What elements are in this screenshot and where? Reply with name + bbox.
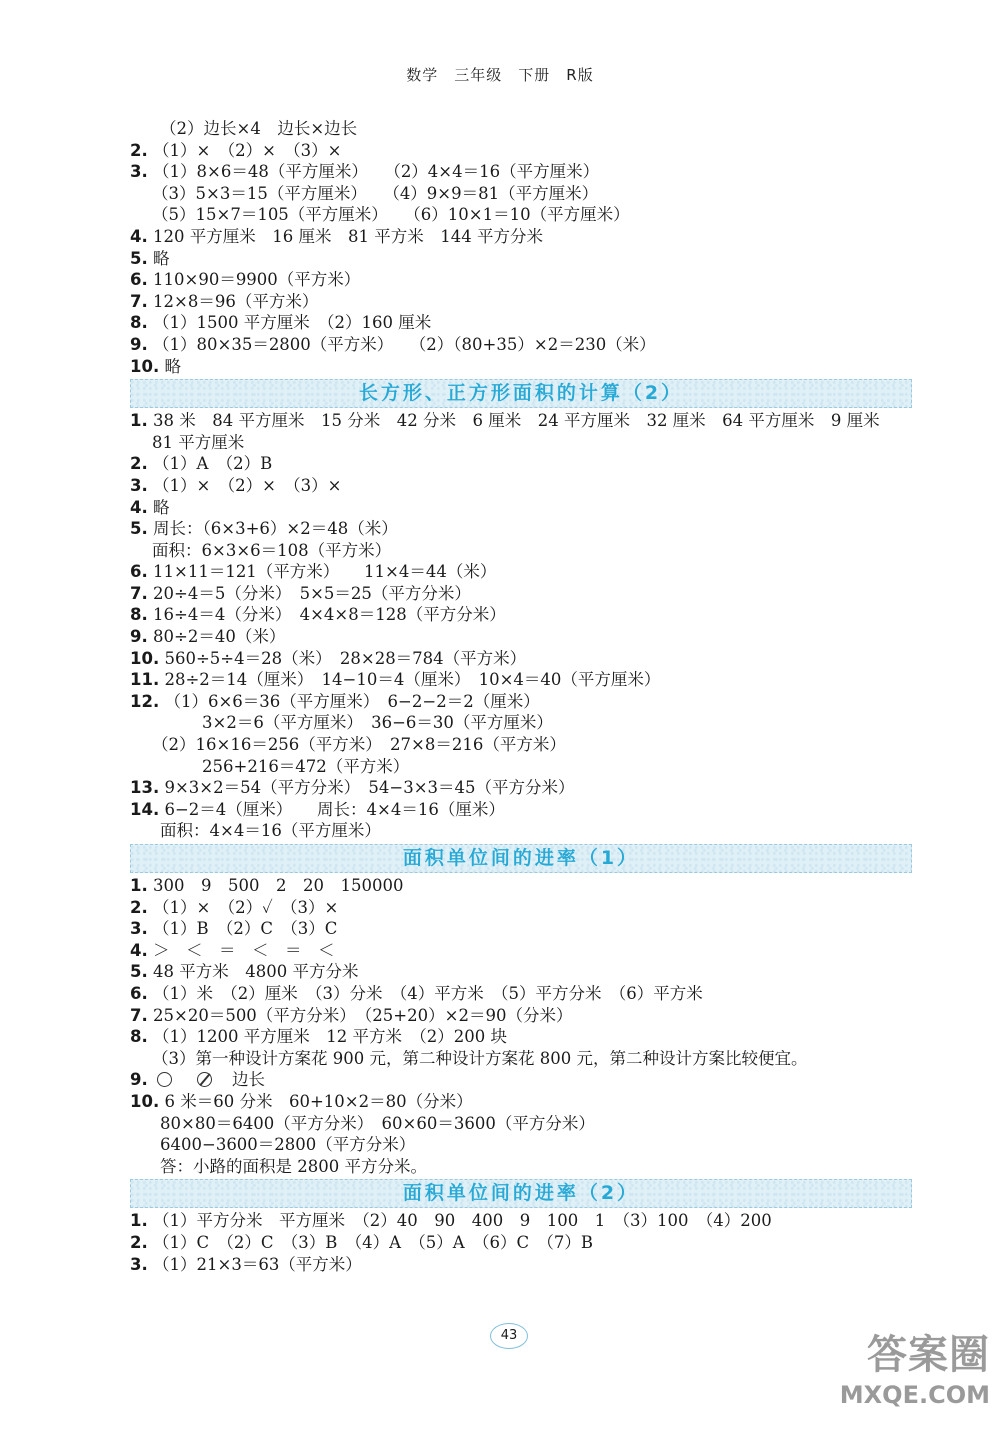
answer-line: 14. 6−2＝4（厘米） 周长：4×4＝16（厘米）	[130, 799, 505, 819]
section-banner: 面积单位间的进率（1）	[130, 844, 912, 873]
answer-line: （3）5×3＝15（平方厘米） （4）9×9＝81（平方厘米）	[152, 183, 599, 203]
answer-line: （2）16×16＝256（平方米） 27×8＝216（平方米）	[152, 735, 566, 755]
answer-content	[130, 118, 920, 1275]
answer-line: 81 平方厘米	[152, 432, 245, 452]
answer-line: 12. （1）6×6＝36（平方厘米） 6−2−2＝2（厘米）	[130, 691, 540, 711]
answer-line: 10. 6 米＝60 分米 60+10×2＝80（分米）	[130, 1091, 473, 1111]
answer-line: 5. 48 平方米 4800 平方分米	[130, 962, 359, 982]
answer-line: 10. 560÷5÷4＝28（米） 28×28＝784（平方米）	[130, 648, 527, 668]
answer-line: 2. （1）C （2）C （3）B （4）A （5）A （6）C （7）B	[130, 1232, 593, 1252]
answer-line: 4. 120 平方厘米 16 厘米 81 平方米 144 平方分米	[130, 226, 543, 246]
answer-line: 2. （1）A （2）B	[130, 454, 273, 474]
answer-line: 9. 边长	[130, 1070, 265, 1090]
answer-line: 2. （1）× （2）× （3）×	[130, 140, 342, 160]
answer-line: 7. 20÷4＝5（分米） 5×5＝25（平方分米）	[130, 583, 471, 603]
watermark-logo-text: 答案圈	[867, 1332, 990, 1378]
empty-circle-icon	[157, 1072, 172, 1087]
answer-line: 9. （1）80×35＝2800（平方米） （2）（80+35）×2＝230（米）	[130, 334, 656, 354]
answer-line: 3. （1）8×6＝48（平方厘米） （2）4×4＝16（平方厘米）	[130, 162, 600, 182]
answer-line: 2. （1）× （2）✓ （3）×	[130, 897, 339, 917]
answer-line: 6. 110×90＝9900（平方米）	[130, 270, 361, 290]
answer-line: 4. ＞ ＜ ＝ ＜ ＝ ＜	[130, 940, 335, 960]
answer-line: 8. （1）1500 平方厘米 （2）160 厘米	[130, 313, 432, 333]
answer-line: 5. 略	[130, 248, 170, 268]
answer-line: 4. 略	[130, 497, 170, 517]
answer-line: 8. 16÷4＝4（分米） 4×4×8＝128（平方分米）	[130, 605, 506, 625]
section-banner: 长方形、正方形面积的计算（2）	[130, 379, 912, 408]
answer-line: 11. 28÷2＝14（厘米） 14−10＝4（厘米） 10×4＝40（平方厘米）	[130, 670, 661, 690]
answer-line: 3. （1）B （2）C （3）C	[130, 919, 338, 939]
answer-line: （3）第一种设计方案花 900 元，第二种设计方案花 800 元，第二种设计方案比较便宜。	[152, 1048, 808, 1068]
answer-line: 7. 12×8＝96（平方米）	[130, 291, 319, 311]
page-number: 43	[490, 1323, 528, 1349]
answer-line: 1. （1）平方分米 平方厘米 （2）40 90 400 9 100 1 （3）100 （4）200	[130, 1211, 772, 1231]
answer-line: 答：小路的面积是 2800 平方分米。	[160, 1156, 427, 1176]
answer-line: （5）15×7＝105（平方厘米） （6）10×1＝10（平方厘米）	[152, 205, 630, 225]
answer-line: 3. （1）21×3＝63（平方米）	[130, 1254, 362, 1274]
answer-line: 10. 略	[130, 356, 181, 376]
answer-line: 3. （1）× （2）× （3）×	[130, 475, 342, 495]
answer-line: 5. 周长：（6×3+6）×2＝48（米）	[130, 519, 398, 539]
section-banner: 面积单位间的进率（2）	[130, 1179, 912, 1208]
slashed-circle-icon	[197, 1072, 212, 1087]
answer-line: 3×2＝6（平方厘米） 36−6＝30（平方厘米）	[202, 713, 553, 733]
answer-line: 面积：4×4＝16（平方厘米）	[160, 821, 381, 841]
watermark-logo	[830, 1330, 990, 1425]
page-header: 数学 三年级 下册 R版	[406, 66, 594, 84]
answer-line: 13. 9×3×2＝54（平方分米） 54−3×3＝45（平方分米）	[130, 778, 575, 798]
answer-line: 6400−3600＝2800（平方分米）	[160, 1135, 416, 1155]
answer-line: 7. 25×20＝500（平方分米） （25+20）×2＝90（分米）	[130, 1005, 573, 1025]
answer-line: 1. 300 9 500 2 20 150000	[130, 876, 404, 895]
answer-line: （2）边长×4 边长×边长	[160, 119, 358, 138]
answer-line: 80×80＝6400（平方分米） 60×60＝3600（平方分米）	[160, 1113, 595, 1133]
answer-line: 6. 11×11＝121（平方米） 11×4＝44（米）	[130, 562, 497, 582]
answer-line: 面积：6×3×6＝108（平方米）	[152, 540, 392, 560]
answer-line: 8. （1）1200 平方厘米 12 平方米 （2）200 块	[130, 1027, 507, 1047]
answer-line: 9. 80÷2＝40（米）	[130, 627, 286, 647]
watermark-site-text: MXQE.COM	[839, 1381, 990, 1409]
answer-line: 256+216＝472（平方米）	[202, 756, 410, 776]
answer-line: 6. （1）米 （2）厘米 （3）分米 （4）平方米 （5）平方分米 （6）平方米	[130, 983, 703, 1003]
answer-line: 1. 38 米 84 平方厘米 15 分米 42 分米 6 厘米 24 平方厘米 32 厘米 64 平方厘米 9 厘米	[130, 411, 880, 431]
